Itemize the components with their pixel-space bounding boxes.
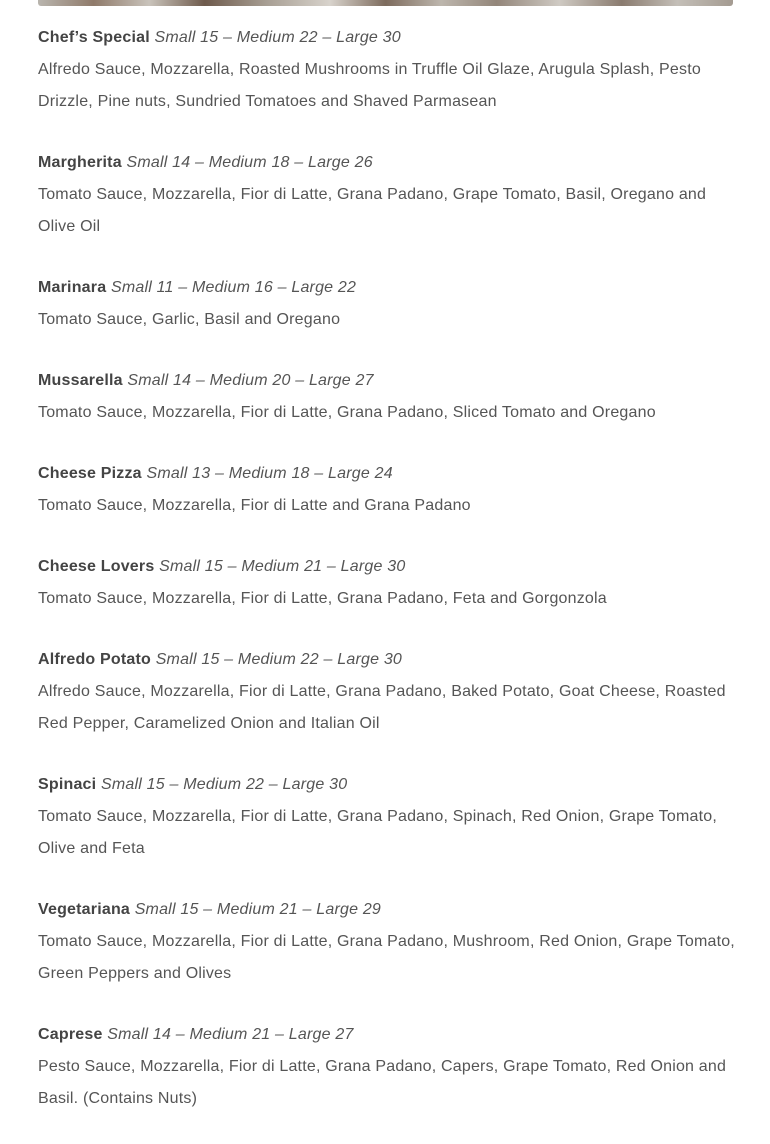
menu-item-heading [38, 644, 738, 676]
menu-item-description: Tomato Sauce, Garlic, Basil and Oregano [38, 311, 341, 328]
menu-item-heading [38, 769, 738, 801]
menu-item-prices: Small 11 – Medium 16 – Large 22 [110, 279, 357, 296]
menu-item-description: Alfredo Sauce, Mozzarella, Fior di Latte, Grana Padano, Baked Potato, Goat Cheese, Roasted Red Pepper, Caramelized Onion and Italian Oil [38, 683, 726, 732]
menu-item-heading [38, 272, 738, 304]
menu-item-name: Vegetariana [38, 901, 131, 918]
menu-item-heading [38, 894, 738, 926]
menu-item-heading [38, 551, 738, 583]
menu-item-name: Alfredo Potato [38, 651, 152, 668]
menu-item-spinaci [38, 769, 738, 865]
menu-item-name: Mussarella [38, 372, 123, 389]
menu-item-description: Tomato Sauce, Mozzarella, Fior di Latte and Grana Padano [38, 497, 471, 514]
menu-item-prices: Small 13 – Medium 18 – Large 24 [146, 465, 393, 482]
menu-item-prices: Small 15 – Medium 22 – Large 30 [154, 29, 401, 46]
menu-item-heading [38, 22, 738, 54]
menu-item-vegetariana [38, 894, 738, 990]
menu-item-heading [38, 1019, 738, 1051]
menu-item-name: Marinara [38, 279, 107, 296]
menu-item-name: Chef’s Special [38, 29, 150, 46]
menu-item-mussarella [38, 365, 738, 429]
menu-item-heading [38, 458, 738, 490]
menu-item-chefs-special [38, 22, 738, 118]
menu-item-heading [38, 365, 738, 397]
menu-item-prices: Small 15 – Medium 21 – Large 29 [134, 901, 382, 918]
menu-item-margherita [38, 147, 738, 243]
menu-item-description: Tomato Sauce, Mozzarella, Fior di Latte, Grana Padano, Mushroom, Red Onion, Grape Tomato, Green Peppers and Olives [38, 933, 735, 982]
menu-item-alfredo-potato [38, 644, 738, 740]
menu-item-description: Alfredo Sauce, Mozzarella, Roasted Mushrooms in Truffle Oil Glaze, Arugula Splash, Pesto Drizzle, Pine nuts, Sundried Tomatoes and Shaved Parmasean [38, 61, 701, 110]
menu-item-name: Spinaci [38, 776, 97, 793]
menu-item-name: Cheese Pizza [38, 465, 142, 482]
menu-item-cheese-lovers [38, 551, 738, 615]
menu-item-cheese-pizza [38, 458, 738, 522]
menu-item-heading [38, 147, 738, 179]
menu-item-caprese [38, 1019, 738, 1115]
menu-item-prices: Small 15 – Medium 21 – Large 30 [159, 558, 406, 575]
menu-item-description: Tomato Sauce, Mozzarella, Fior di Latte, Grana Padano, Spinach, Red Onion, Grape Tomato, Olive and Feta [38, 808, 717, 857]
header-image [38, 0, 733, 6]
menu-item-description: Tomato Sauce, Mozzarella, Fior di Latte, Grana Padano, Feta and Gorgonzola [38, 590, 607, 607]
menu-item-name: Caprese [38, 1026, 103, 1043]
menu-item-name: Cheese Lovers [38, 558, 155, 575]
menu-item-prices: Small 14 – Medium 20 – Large 27 [127, 372, 374, 389]
menu-item-description: Tomato Sauce, Mozzarella, Fior di Latte, Grana Padano, Grape Tomato, Basil, Oregano and Olive Oil [38, 186, 707, 235]
pizza-menu [38, 22, 738, 1144]
menu-item-prices: Small 14 – Medium 21 – Large 27 [107, 1026, 354, 1043]
menu-item-marinara [38, 272, 738, 336]
menu-item-prices: Small 14 – Medium 18 – Large 26 [126, 154, 373, 171]
menu-item-name: Margherita [38, 154, 122, 171]
menu-item-description: Pesto Sauce, Mozzarella, Fior di Latte, Grana Padano, Capers, Grape Tomato, Red Onion and Basil. (Contains Nuts) [38, 1058, 727, 1107]
menu-item-prices: Small 15 – Medium 22 – Large 30 [100, 776, 348, 793]
menu-item-prices: Small 15 – Medium 22 – Large 30 [155, 651, 403, 668]
menu-item-description: Tomato Sauce, Mozzarella, Fior di Latte, Grana Padano, Sliced Tomato and Oregano [38, 404, 656, 421]
